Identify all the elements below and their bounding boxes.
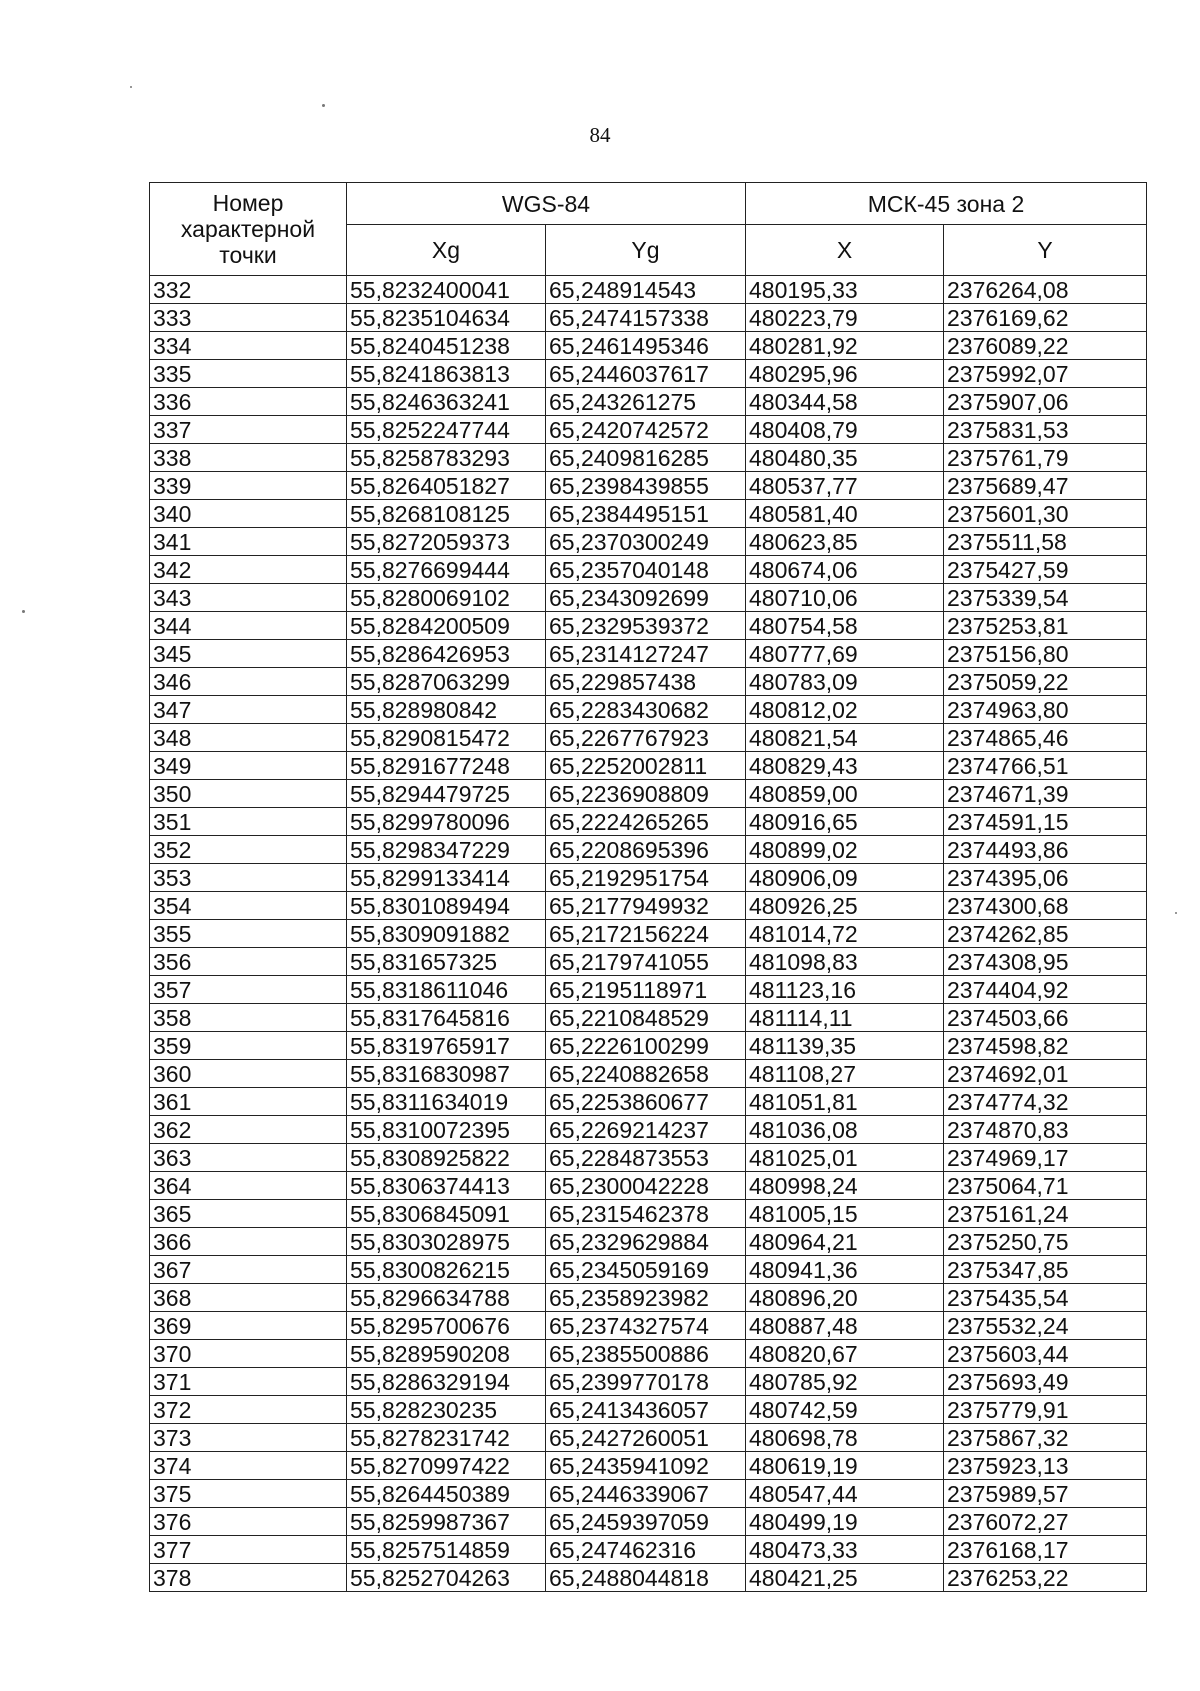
point-number-cell: 372 xyxy=(150,1396,347,1424)
x-cell: 480754,58 xyxy=(746,612,944,640)
xg-cell: 55,8286329194 xyxy=(347,1368,546,1396)
x-cell: 480785,92 xyxy=(746,1368,944,1396)
xg-cell: 55,8309091882 xyxy=(347,920,546,948)
xg-cell: 55,8278231742 xyxy=(347,1424,546,1452)
xg-cell: 55,8264450389 xyxy=(347,1480,546,1508)
table-row xyxy=(150,1564,1147,1592)
yg-cell: 65,2300042228 xyxy=(546,1172,746,1200)
yg-cell: 65,243261275 xyxy=(546,388,746,416)
yg-cell: 65,2195118971 xyxy=(546,976,746,1004)
xg-cell: 55,8258783293 xyxy=(347,444,546,472)
point-number-cell: 360 xyxy=(150,1060,347,1088)
point-number-cell: 371 xyxy=(150,1368,347,1396)
yg-cell: 65,2343092699 xyxy=(546,584,746,612)
x-cell: 481108,27 xyxy=(746,1060,944,1088)
y-cell: 2375250,75 xyxy=(944,1228,1147,1256)
table-row xyxy=(150,332,1147,360)
point-number-cell: 358 xyxy=(150,1004,347,1032)
table-row xyxy=(150,724,1147,752)
yg-cell: 65,2413436057 xyxy=(546,1396,746,1424)
xg-cell: 55,8287063299 xyxy=(347,668,546,696)
y-cell: 2374404,92 xyxy=(944,976,1147,1004)
point-number-cell: 361 xyxy=(150,1088,347,1116)
yg-cell: 65,229857438 xyxy=(546,668,746,696)
y-cell: 2375779,91 xyxy=(944,1396,1147,1424)
x-cell: 480964,21 xyxy=(746,1228,944,1256)
xg-cell: 55,8298347229 xyxy=(347,836,546,864)
xg-cell: 55,8299780096 xyxy=(347,808,546,836)
point-number-cell: 374 xyxy=(150,1452,347,1480)
x-header: X xyxy=(746,225,944,276)
y-cell: 2375689,47 xyxy=(944,472,1147,500)
table-row xyxy=(150,1368,1147,1396)
point-number-cell: 341 xyxy=(150,528,347,556)
xg-cell: 55,8294479725 xyxy=(347,780,546,808)
point-number-cell: 347 xyxy=(150,696,347,724)
xg-cell: 55,8270997422 xyxy=(347,1452,546,1480)
yg-cell: 65,2420742572 xyxy=(546,416,746,444)
y-cell: 2374598,82 xyxy=(944,1032,1147,1060)
y-cell: 2374766,51 xyxy=(944,752,1147,780)
point-number-cell: 375 xyxy=(150,1480,347,1508)
y-cell: 2374395,06 xyxy=(944,864,1147,892)
xg-cell: 55,8299133414 xyxy=(347,864,546,892)
x-cell: 480941,36 xyxy=(746,1256,944,1284)
page-number: 84 xyxy=(589,123,611,147)
xg-cell: 55,8310072395 xyxy=(347,1116,546,1144)
y-cell: 2376072,27 xyxy=(944,1508,1147,1536)
table-row xyxy=(150,1480,1147,1508)
x-cell: 480421,25 xyxy=(746,1564,944,1592)
point-number-cell: 363 xyxy=(150,1144,347,1172)
point-number-cell: 368 xyxy=(150,1284,347,1312)
xg-cell: 55,8289590208 xyxy=(347,1340,546,1368)
y-cell: 2374300,68 xyxy=(944,892,1147,920)
table-row xyxy=(150,836,1147,864)
x-cell: 480998,24 xyxy=(746,1172,944,1200)
x-cell: 480710,06 xyxy=(746,584,944,612)
xg-cell: 55,8284200509 xyxy=(347,612,546,640)
point-number-header xyxy=(150,183,347,276)
xg-cell: 55,8272059373 xyxy=(347,528,546,556)
yg-cell: 65,2358923982 xyxy=(546,1284,746,1312)
table-row xyxy=(150,612,1147,640)
yg-cell: 65,2208695396 xyxy=(546,836,746,864)
x-cell: 480619,19 xyxy=(746,1452,944,1480)
y-cell: 2375059,22 xyxy=(944,668,1147,696)
point-number-cell: 348 xyxy=(150,724,347,752)
y-cell: 2375992,07 xyxy=(944,360,1147,388)
x-cell: 480674,06 xyxy=(746,556,944,584)
table-row xyxy=(150,584,1147,612)
yg-cell: 65,2409816285 xyxy=(546,444,746,472)
y-cell: 2375511,58 xyxy=(944,528,1147,556)
xg-cell: 55,8241863813 xyxy=(347,360,546,388)
yg-header: Yg xyxy=(546,225,746,276)
y-cell: 2376264,08 xyxy=(944,276,1147,304)
x-cell: 480281,92 xyxy=(746,332,944,360)
xg-cell: 55,8300826215 xyxy=(347,1256,546,1284)
yg-cell: 65,247462316 xyxy=(546,1536,746,1564)
point-number-cell: 354 xyxy=(150,892,347,920)
table-row xyxy=(150,668,1147,696)
point-number-cell: 357 xyxy=(150,976,347,1004)
y-cell: 2374963,80 xyxy=(944,696,1147,724)
yg-cell: 65,2370300249 xyxy=(546,528,746,556)
xg-cell: 55,8303028975 xyxy=(347,1228,546,1256)
point-number-cell: 364 xyxy=(150,1172,347,1200)
table-row xyxy=(150,360,1147,388)
point-number-cell: 352 xyxy=(150,836,347,864)
y-cell: 2375347,85 xyxy=(944,1256,1147,1284)
xg-cell: 55,8232400041 xyxy=(347,276,546,304)
point-number-cell: 351 xyxy=(150,808,347,836)
xg-cell: 55,8246363241 xyxy=(347,388,546,416)
y-cell: 2375989,57 xyxy=(944,1480,1147,1508)
xg-cell: 55,8319765917 xyxy=(347,1032,546,1060)
y-cell: 2376169,62 xyxy=(944,304,1147,332)
table-row xyxy=(150,416,1147,444)
y-cell: 2375601,30 xyxy=(944,500,1147,528)
y-cell: 2374591,15 xyxy=(944,808,1147,836)
table-row xyxy=(150,472,1147,500)
point-number-cell: 378 xyxy=(150,1564,347,1592)
scan-speck xyxy=(322,104,325,107)
xg-cell: 55,8252247744 xyxy=(347,416,546,444)
point-number-cell: 340 xyxy=(150,500,347,528)
y-cell: 2375435,54 xyxy=(944,1284,1147,1312)
point-number-cell: 350 xyxy=(150,780,347,808)
x-cell: 481123,16 xyxy=(746,976,944,1004)
point-number-cell: 336 xyxy=(150,388,347,416)
table-row xyxy=(150,528,1147,556)
yg-cell: 65,2399770178 xyxy=(546,1368,746,1396)
x-cell: 480783,09 xyxy=(746,668,944,696)
point-number-cell: 344 xyxy=(150,612,347,640)
point-number-cell: 338 xyxy=(150,444,347,472)
xg-cell: 55,8286426953 xyxy=(347,640,546,668)
xg-cell: 55,8308925822 xyxy=(347,1144,546,1172)
yg-cell: 65,2446037617 xyxy=(546,360,746,388)
xg-cell: 55,8268108125 xyxy=(347,500,546,528)
x-cell: 480829,43 xyxy=(746,752,944,780)
xg-header: Xg xyxy=(347,225,546,276)
y-cell: 2374671,39 xyxy=(944,780,1147,808)
x-cell: 480820,67 xyxy=(746,1340,944,1368)
table-row xyxy=(150,1452,1147,1480)
y-cell: 2374262,85 xyxy=(944,920,1147,948)
table-row xyxy=(150,1284,1147,1312)
xg-cell: 55,8235104634 xyxy=(347,304,546,332)
point-number-cell: 355 xyxy=(150,920,347,948)
table-row xyxy=(150,1536,1147,1564)
xg-cell: 55,8295700676 xyxy=(347,1312,546,1340)
yg-cell: 65,2192951754 xyxy=(546,864,746,892)
yg-cell: 65,2177949932 xyxy=(546,892,746,920)
y-cell: 2374870,83 xyxy=(944,1116,1147,1144)
yg-cell: 65,2240882658 xyxy=(546,1060,746,1088)
y-cell: 2375867,32 xyxy=(944,1424,1147,1452)
point-number-cell: 359 xyxy=(150,1032,347,1060)
point-number-cell: 332 xyxy=(150,276,347,304)
x-cell: 480821,54 xyxy=(746,724,944,752)
x-cell: 480896,20 xyxy=(746,1284,944,1312)
yg-cell: 65,2345059169 xyxy=(546,1256,746,1284)
x-cell: 480499,19 xyxy=(746,1508,944,1536)
yg-cell: 65,2427260051 xyxy=(546,1424,746,1452)
x-cell: 481098,83 xyxy=(746,948,944,976)
xg-cell: 55,8296634788 xyxy=(347,1284,546,1312)
xg-cell: 55,8240451238 xyxy=(347,332,546,360)
x-cell: 480547,44 xyxy=(746,1480,944,1508)
x-cell: 480408,79 xyxy=(746,416,944,444)
point-number-cell: 370 xyxy=(150,1340,347,1368)
table-row xyxy=(150,864,1147,892)
yg-cell: 65,2224265265 xyxy=(546,808,746,836)
yg-cell: 65,2329539372 xyxy=(546,612,746,640)
xg-cell: 55,8316830987 xyxy=(347,1060,546,1088)
point-number-cell: 369 xyxy=(150,1312,347,1340)
table-row xyxy=(150,1424,1147,1452)
yg-cell: 65,2384495151 xyxy=(546,500,746,528)
y-cell: 2375831,53 xyxy=(944,416,1147,444)
wgs84-header: WGS-84 xyxy=(347,183,746,225)
yg-cell: 65,2315462378 xyxy=(546,1200,746,1228)
x-cell: 480537,77 xyxy=(746,472,944,500)
table-row xyxy=(150,696,1147,724)
x-cell: 480223,79 xyxy=(746,304,944,332)
point-number-cell: 356 xyxy=(150,948,347,976)
table-row xyxy=(150,808,1147,836)
x-cell: 480812,02 xyxy=(746,696,944,724)
yg-cell: 65,2488044818 xyxy=(546,1564,746,1592)
yg-cell: 65,2435941092 xyxy=(546,1452,746,1480)
y-cell: 2374493,86 xyxy=(944,836,1147,864)
yg-cell: 65,2284873553 xyxy=(546,1144,746,1172)
yg-cell: 65,2374327574 xyxy=(546,1312,746,1340)
coordinates-table xyxy=(149,182,1147,1592)
y-cell: 2375064,71 xyxy=(944,1172,1147,1200)
table-row xyxy=(150,388,1147,416)
x-cell: 480480,35 xyxy=(746,444,944,472)
table-row xyxy=(150,640,1147,668)
y-cell: 2374865,46 xyxy=(944,724,1147,752)
x-cell: 481139,35 xyxy=(746,1032,944,1060)
table-row xyxy=(150,304,1147,332)
y-cell: 2376168,17 xyxy=(944,1536,1147,1564)
yg-cell: 65,2459397059 xyxy=(546,1508,746,1536)
x-cell: 480859,00 xyxy=(746,780,944,808)
point-number-cell: 346 xyxy=(150,668,347,696)
xg-cell: 55,8259987367 xyxy=(347,1508,546,1536)
xg-cell: 55,8290815472 xyxy=(347,724,546,752)
y-cell: 2375532,24 xyxy=(944,1312,1147,1340)
xg-cell: 55,8311634019 xyxy=(347,1088,546,1116)
table-row xyxy=(150,1312,1147,1340)
point-number-cell: 349 xyxy=(150,752,347,780)
table-row xyxy=(150,276,1147,304)
xg-cell: 55,8318611046 xyxy=(347,976,546,1004)
x-cell: 480906,09 xyxy=(746,864,944,892)
scan-speck xyxy=(130,86,132,88)
x-cell: 481014,72 xyxy=(746,920,944,948)
yg-cell: 65,2253860677 xyxy=(546,1088,746,1116)
x-cell: 480916,65 xyxy=(746,808,944,836)
x-cell: 481051,81 xyxy=(746,1088,944,1116)
y-cell: 2375923,13 xyxy=(944,1452,1147,1480)
yg-cell: 65,2357040148 xyxy=(546,556,746,584)
table-row xyxy=(150,1228,1147,1256)
table-row xyxy=(150,1144,1147,1172)
y-cell: 2374503,66 xyxy=(944,1004,1147,1032)
y-cell: 2376253,22 xyxy=(944,1564,1147,1592)
point-number-cell: 337 xyxy=(150,416,347,444)
y-cell: 2376089,22 xyxy=(944,332,1147,360)
xg-cell: 55,8317645816 xyxy=(347,1004,546,1032)
yg-cell: 65,2283430682 xyxy=(546,696,746,724)
table-row xyxy=(150,780,1147,808)
y-header: Y xyxy=(944,225,1147,276)
point-number-cell: 367 xyxy=(150,1256,347,1284)
point-number-cell: 333 xyxy=(150,304,347,332)
y-cell: 2375339,54 xyxy=(944,584,1147,612)
yg-cell: 65,2385500886 xyxy=(546,1340,746,1368)
x-cell: 480777,69 xyxy=(746,640,944,668)
point-number-cell: 335 xyxy=(150,360,347,388)
y-cell: 2374308,95 xyxy=(944,948,1147,976)
msk45-header: МСК-45 зона 2 xyxy=(746,183,1147,225)
x-cell: 480899,02 xyxy=(746,836,944,864)
point-number-cell: 365 xyxy=(150,1200,347,1228)
x-cell: 481114,11 xyxy=(746,1004,944,1032)
x-cell: 480623,85 xyxy=(746,528,944,556)
point-number-cell: 362 xyxy=(150,1116,347,1144)
table-row xyxy=(150,1340,1147,1368)
xg-cell: 55,8306845091 xyxy=(347,1200,546,1228)
table-row xyxy=(150,1032,1147,1060)
table-row xyxy=(150,920,1147,948)
xg-cell: 55,8276699444 xyxy=(347,556,546,584)
table-row xyxy=(150,976,1147,1004)
point-number-cell: 373 xyxy=(150,1424,347,1452)
point-number-cell: 343 xyxy=(150,584,347,612)
point-number-cell: 342 xyxy=(150,556,347,584)
yg-cell: 65,2461495346 xyxy=(546,332,746,360)
yg-cell: 65,2446339067 xyxy=(546,1480,746,1508)
y-cell: 2375161,24 xyxy=(944,1200,1147,1228)
yg-cell: 65,2267767923 xyxy=(546,724,746,752)
point-number-cell: 366 xyxy=(150,1228,347,1256)
table-row xyxy=(150,1396,1147,1424)
table-row xyxy=(150,444,1147,472)
table-row xyxy=(150,556,1147,584)
y-cell: 2375603,44 xyxy=(944,1340,1147,1368)
x-cell: 481025,01 xyxy=(746,1144,944,1172)
table-row xyxy=(150,1004,1147,1032)
yg-cell: 65,2474157338 xyxy=(546,304,746,332)
table-row xyxy=(150,1200,1147,1228)
y-cell: 2375156,80 xyxy=(944,640,1147,668)
x-cell: 481036,08 xyxy=(746,1116,944,1144)
point-number-cell: 376 xyxy=(150,1508,347,1536)
x-cell: 480698,78 xyxy=(746,1424,944,1452)
point-number-header-label: Номер характерной точки xyxy=(180,190,316,268)
x-cell: 480195,33 xyxy=(746,276,944,304)
x-cell: 480295,96 xyxy=(746,360,944,388)
table-row xyxy=(150,892,1147,920)
x-cell: 480581,40 xyxy=(746,500,944,528)
y-cell: 2374692,01 xyxy=(944,1060,1147,1088)
table-row xyxy=(150,1172,1147,1200)
yg-cell: 65,2329629884 xyxy=(546,1228,746,1256)
table-row xyxy=(150,1116,1147,1144)
table-row xyxy=(150,1508,1147,1536)
x-cell: 480742,59 xyxy=(746,1396,944,1424)
x-cell: 481005,15 xyxy=(746,1200,944,1228)
yg-cell: 65,2269214237 xyxy=(546,1116,746,1144)
y-cell: 2374774,32 xyxy=(944,1088,1147,1116)
xg-cell: 55,8306374413 xyxy=(347,1172,546,1200)
y-cell: 2375907,06 xyxy=(944,388,1147,416)
yg-cell: 65,2398439855 xyxy=(546,472,746,500)
xg-cell: 55,8280069102 xyxy=(347,584,546,612)
scan-speck xyxy=(22,610,25,613)
yg-cell: 65,2314127247 xyxy=(546,640,746,668)
y-cell: 2374969,17 xyxy=(944,1144,1147,1172)
yg-cell: 65,2226100299 xyxy=(546,1032,746,1060)
xg-cell: 55,8264051827 xyxy=(347,472,546,500)
yg-cell: 65,2210848529 xyxy=(546,1004,746,1032)
yg-cell: 65,248914543 xyxy=(546,276,746,304)
x-cell: 480887,48 xyxy=(746,1312,944,1340)
table-row xyxy=(150,1088,1147,1116)
x-cell: 480926,25 xyxy=(746,892,944,920)
table-body xyxy=(150,276,1147,1592)
xg-cell: 55,831657325 xyxy=(347,948,546,976)
scan-speck xyxy=(1175,912,1177,914)
yg-cell: 65,2252002811 xyxy=(546,752,746,780)
xg-cell: 55,828980842 xyxy=(347,696,546,724)
xg-cell: 55,8291677248 xyxy=(347,752,546,780)
yg-cell: 65,2236908809 xyxy=(546,780,746,808)
point-number-cell: 377 xyxy=(150,1536,347,1564)
point-number-cell: 353 xyxy=(150,864,347,892)
table-row xyxy=(150,752,1147,780)
xg-cell: 55,8301089494 xyxy=(347,892,546,920)
table-row xyxy=(150,500,1147,528)
xg-cell: 55,828230235 xyxy=(347,1396,546,1424)
table-row xyxy=(150,948,1147,976)
y-cell: 2375427,59 xyxy=(944,556,1147,584)
point-number-cell: 339 xyxy=(150,472,347,500)
xg-cell: 55,8252704263 xyxy=(347,1564,546,1592)
y-cell: 2375761,79 xyxy=(944,444,1147,472)
point-number-cell: 345 xyxy=(150,640,347,668)
yg-cell: 65,2179741055 xyxy=(546,948,746,976)
point-number-cell: 334 xyxy=(150,332,347,360)
yg-cell: 65,2172156224 xyxy=(546,920,746,948)
table-row xyxy=(150,1060,1147,1088)
table-row xyxy=(150,1256,1147,1284)
x-cell: 480344,58 xyxy=(746,388,944,416)
y-cell: 2375693,49 xyxy=(944,1368,1147,1396)
xg-cell: 55,8257514859 xyxy=(347,1536,546,1564)
x-cell: 480473,33 xyxy=(746,1536,944,1564)
y-cell: 2375253,81 xyxy=(944,612,1147,640)
